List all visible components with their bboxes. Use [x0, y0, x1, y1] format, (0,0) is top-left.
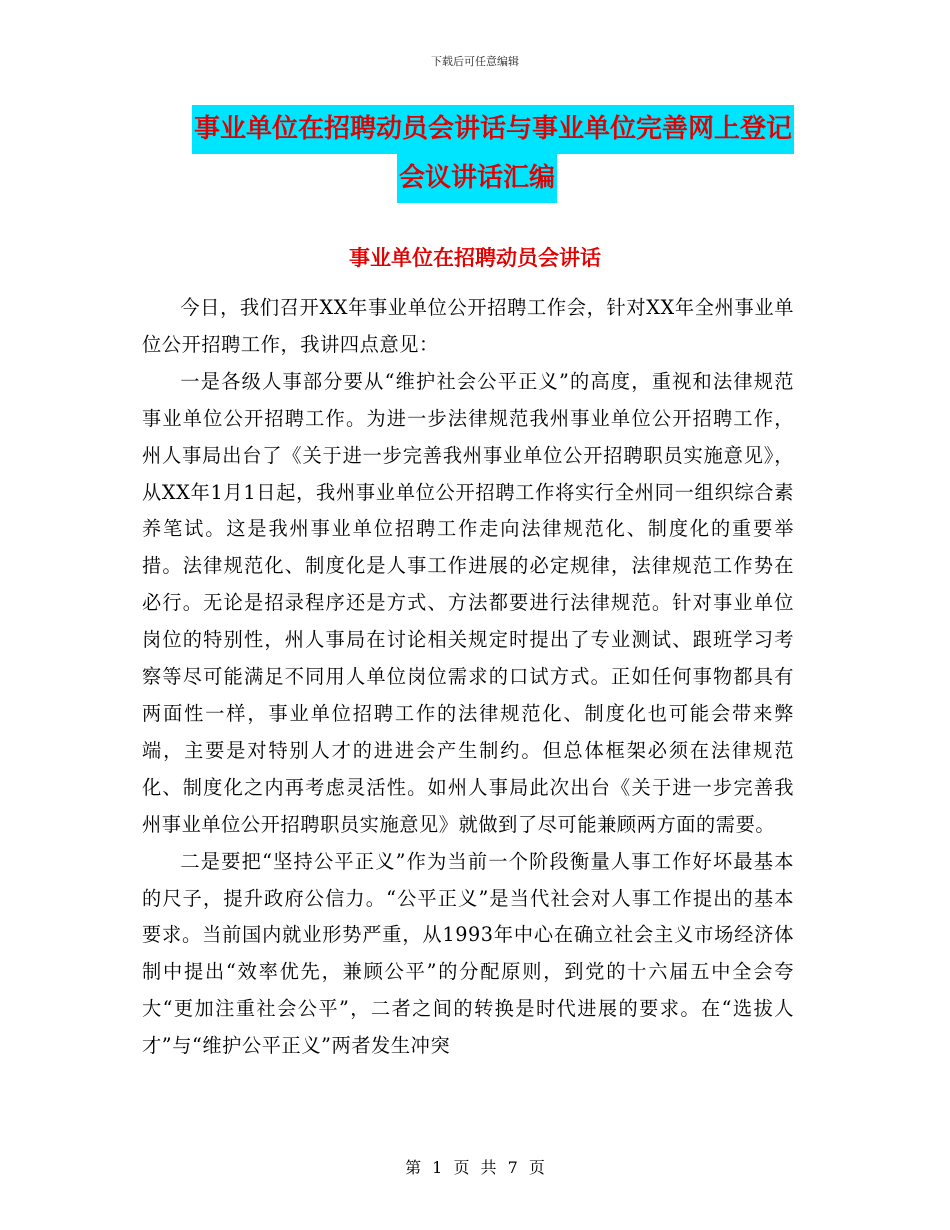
document-title — [192, 105, 812, 203]
page-footer: 第 1 页 共 7 页 — [405, 1158, 545, 1177]
paragraph-3: 二是要把“坚持公平正义”作为当前一个阶段衡量人事工作好坏最基本的尺子，提升政府公信力。“公平正义”是当代社会对人事工作提出的基本要求。当前国内就业形势严重，从1993年中心在确立社会主义市场经济体制中提出“效率优先，兼顾公平”的分配原则，到党的十六届五中全会夸大“更加注重社会公平”，二者之间的转换是时代进展的要求。在“选拔人才”与“维护公平正义”两者发生冲突 — [142, 849, 794, 1058]
document-title-line-1: 事业单位在招聘动员会讲话与事业单位完善网上登记 — [192, 105, 794, 154]
paragraph-2: 一是各级人事部分要从“维护社会公平正义”的高度，重视和法律规范事业单位公开招聘工作。为进一步法律规范我州事业单位公开招聘工作，州人事局出台了《关于进一步完善我州事业单位公开招聘职员实施意见》，从XX年1月1日起，我州事业单位公开招聘工作将实行全州同一组织综合素养笔试。这是我州事业单位招聘工作走向法律规范化、制度化的重要举措。法律规范化、制度化是人事工作进展的必定规律，法律规范工作势在必行。无论是招录程序还是方式、方法都要进行法律规范。针对事业单位岗位的特别性，州人事局在讨论相关规定时提出了专业测试、跟班学习考察等尽可能满足不同用人单位岗位需求的口试方式。正如任何事物都具有两面性一样，事业单位招聘工作的法律规范化、制度化也可能会带来弊端，主要是对特别人才的进进会产生制约。但总体框架必须在法律规范化、制度化之内再考虑灵活性。如州人事局此次出台《关于进一步完善我州事业单位公开招聘职员实施意见》就做到了尽可能兼顾两方面的需要。 — [142, 369, 794, 836]
document-body — [142, 290, 794, 1065]
paragraph-1: 今日，我们召开XX年事业单位公开招聘工作会，针对XX年全州事业单位公开招聘工作，我讲四点意见： — [142, 296, 794, 356]
header-note: 下载后可任意编辑 — [431, 55, 519, 68]
document-title-line-2: 会议讲话汇编 — [397, 154, 557, 203]
section-title: 事业单位在招聘动员会讲话 — [349, 246, 601, 270]
